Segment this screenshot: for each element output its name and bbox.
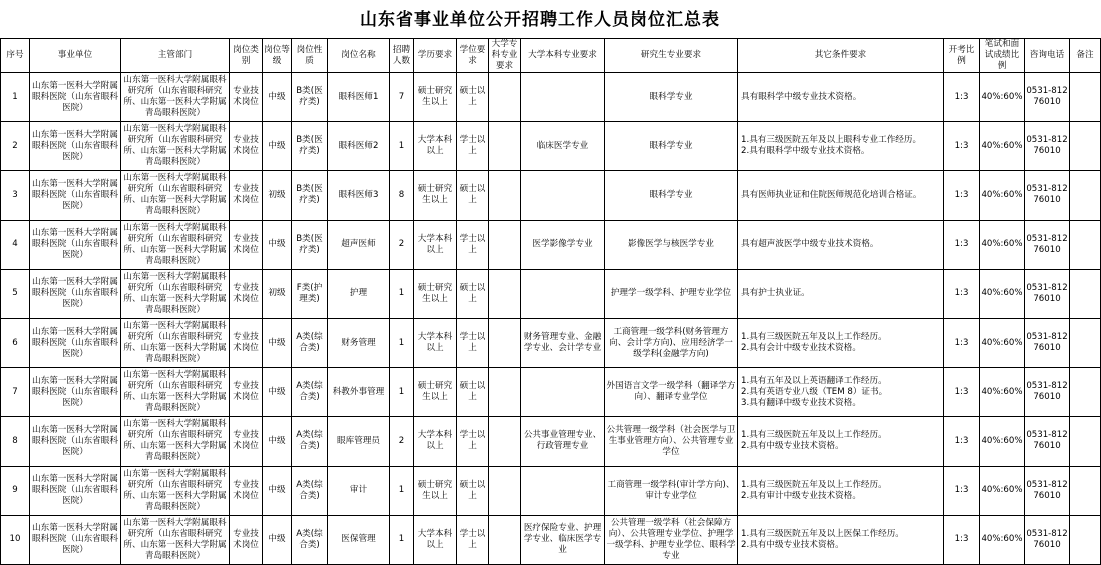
other-requirements-cell: 具有护士执业证。 — [738, 269, 944, 318]
nature-cell: A类(综合类) — [292, 466, 328, 515]
header-cell: 研究生专业要求 — [605, 39, 738, 73]
header-cell: 学位要求 — [457, 39, 489, 73]
bachelor-major-cell: 财务管理专业、金融学专业、会计学专业 — [521, 318, 605, 367]
other-requirements-cell: 1.具有五年及以上英语翻译工作经历。 2.具有英语专业八级（TEM 8）证书。 3.具有翻译中级专业技术资格。 — [738, 368, 944, 417]
header-cell: 咨询电话 — [1025, 39, 1070, 73]
exam-ratio-cell: 1:3 — [944, 269, 980, 318]
graduate-major-cell: 外国语言文学一级学科（翻译学方向）、翻译专业学位 — [605, 368, 738, 417]
level-cell: 中级 — [263, 318, 292, 367]
graduate-major-cell: 公共管理一级学科（社会医学与卫生事业管理方向）、公共管理专业学位 — [605, 417, 738, 466]
department-cell: 山东第一医科大学附属眼科研究所（山东省眼科研究所、山东第一医科大学附属青岛眼科医院） — [121, 269, 230, 318]
department-cell: 山东第一医科大学附属眼科研究所（山东省眼科研究所、山东第一医科大学附属青岛眼科医院） — [121, 122, 230, 171]
score-ratio-cell: 40%:60% — [980, 466, 1025, 515]
count-cell: 1 — [390, 269, 414, 318]
level-cell: 中级 — [263, 466, 292, 515]
remark-cell — [1070, 220, 1101, 269]
table-row — [1, 171, 1101, 220]
degree-cell: 硕士以上 — [457, 466, 489, 515]
position-cell: 眼库管理员 — [328, 417, 390, 466]
header-cell: 开考比例 — [944, 39, 980, 73]
position-cell: 科教外事管理 — [328, 368, 390, 417]
college-major-cell — [489, 368, 521, 417]
education-cell: 大学本科以上 — [414, 318, 457, 367]
phone-cell: 0531-81276010 — [1025, 515, 1070, 564]
category-cell: 专业技术岗位 — [230, 220, 263, 269]
degree-cell: 学士以上 — [457, 417, 489, 466]
count-cell: 2 — [390, 417, 414, 466]
remark-cell — [1070, 318, 1101, 367]
position-cell: 眼科医师2 — [328, 122, 390, 171]
phone-cell: 0531-81276010 — [1025, 171, 1070, 220]
remark-cell — [1070, 515, 1101, 564]
phone-cell: 0531-81276010 — [1025, 466, 1070, 515]
education-cell: 硕士研究生以上 — [414, 269, 457, 318]
seq-cell: 4 — [1, 220, 30, 269]
department-cell: 山东第一医科大学附属眼科研究所（山东省眼科研究所、山东第一医科大学附属青岛眼科医院） — [121, 318, 230, 367]
exam-ratio-cell: 1:3 — [944, 122, 980, 171]
category-cell: 专业技术岗位 — [230, 269, 263, 318]
department-cell: 山东第一医科大学附属眼科研究所（山东省眼科研究所、山东第一医科大学附属青岛眼科医院） — [121, 368, 230, 417]
seq-cell: 8 — [1, 417, 30, 466]
position-cell: 护理 — [328, 269, 390, 318]
position-cell: 医保管理 — [328, 515, 390, 564]
department-cell: 山东第一医科大学附属眼科研究所（山东省眼科研究所、山东第一医科大学附属青岛眼科医院） — [121, 73, 230, 122]
score-ratio-cell: 40%:60% — [980, 73, 1025, 122]
department-cell: 山东第一医科大学附属眼科研究所（山东省眼科研究所、山东第一医科大学附属青岛眼科医院） — [121, 417, 230, 466]
header-row — [1, 39, 1101, 73]
level-cell: 中级 — [263, 368, 292, 417]
unit-cell: 山东第一医科大学附属眼科医院（山东省眼科医院） — [30, 220, 121, 269]
page-title: 山东省事业单位公开招聘工作人员岗位汇总表 — [360, 10, 720, 30]
degree-cell: 硕士以上 — [457, 171, 489, 220]
header-cell: 序号 — [1, 39, 30, 73]
college-major-cell — [489, 417, 521, 466]
department-cell: 山东第一医科大学附属眼科研究所（山东省眼科研究所、山东第一医科大学附属青岛眼科医院） — [121, 515, 230, 564]
bachelor-major-cell: 医疗保险专业、护理学专业、临床医学专业 — [521, 515, 605, 564]
category-cell: 专业技术岗位 — [230, 73, 263, 122]
other-requirements-cell: 1.具有三级医院五年及以上医保工作经历。 2.具有中级专业技术资格。 — [738, 515, 944, 564]
header-cell: 其它条件要求 — [738, 39, 944, 73]
nature-cell: B类(医疗类) — [292, 171, 328, 220]
seq-cell: 6 — [1, 318, 30, 367]
graduate-major-cell: 眼科学专业 — [605, 73, 738, 122]
score-ratio-cell: 40%:60% — [980, 269, 1025, 318]
education-cell: 大学本科以上 — [414, 122, 457, 171]
header-cell: 事业单位 — [30, 39, 121, 73]
unit-cell: 山东第一医科大学附属眼科医院（山东省眼科医院） — [30, 466, 121, 515]
other-requirements-cell: 具有医师执业证和住院医师规范化培训合格证。 — [738, 171, 944, 220]
position-cell: 财务管理 — [328, 318, 390, 367]
header-cell: 岗位性质 — [292, 39, 328, 73]
header-cell: 岗位等级 — [263, 39, 292, 73]
phone-cell: 0531-81276010 — [1025, 318, 1070, 367]
exam-ratio-cell: 1:3 — [944, 417, 980, 466]
seq-cell: 10 — [1, 515, 30, 564]
unit-cell: 山东第一医科大学附属眼科医院（山东省眼科医院） — [30, 417, 121, 466]
exam-ratio-cell: 1:3 — [944, 171, 980, 220]
unit-cell: 山东第一医科大学附属眼科医院（山东省眼科医院） — [30, 515, 121, 564]
header-cell: 主管部门 — [121, 39, 230, 73]
college-major-cell — [489, 515, 521, 564]
seq-cell: 3 — [1, 171, 30, 220]
header-cell: 招聘人数 — [390, 39, 414, 73]
count-cell: 1 — [390, 515, 414, 564]
unit-cell: 山东第一医科大学附属眼科医院（山东省眼科医院） — [30, 269, 121, 318]
header-cell: 备注 — [1070, 39, 1101, 73]
education-cell: 硕士研究生以上 — [414, 466, 457, 515]
table-row — [1, 122, 1101, 171]
table-row — [1, 318, 1101, 367]
nature-cell: A类(综合类) — [292, 368, 328, 417]
count-cell: 1 — [390, 368, 414, 417]
phone-cell: 0531-81276010 — [1025, 220, 1070, 269]
header-cell: 笔试和面试成绩比例 — [980, 39, 1025, 73]
graduate-major-cell: 护理学一级学科、护理专业学位 — [605, 269, 738, 318]
degree-cell: 学士以上 — [457, 220, 489, 269]
remark-cell — [1070, 171, 1101, 220]
education-cell: 大学本科以上 — [414, 515, 457, 564]
exam-ratio-cell: 1:3 — [944, 220, 980, 269]
score-ratio-cell: 40%:60% — [980, 220, 1025, 269]
count-cell: 1 — [390, 318, 414, 367]
unit-cell: 山东第一医科大学附属眼科医院（山东省眼科医院） — [30, 318, 121, 367]
level-cell: 中级 — [263, 220, 292, 269]
education-cell: 硕士研究生以上 — [414, 73, 457, 122]
position-cell: 眼科医师1 — [328, 73, 390, 122]
bachelor-major-cell — [521, 466, 605, 515]
count-cell: 1 — [390, 466, 414, 515]
phone-cell: 0531-81276010 — [1025, 73, 1070, 122]
phone-cell: 0531-81276010 — [1025, 269, 1070, 318]
bachelor-major-cell: 医学影像学专业 — [521, 220, 605, 269]
education-cell: 硕士研究生以上 — [414, 368, 457, 417]
nature-cell: B类(医疗类) — [292, 122, 328, 171]
header-cell: 岗位名称 — [328, 39, 390, 73]
bachelor-major-cell: 临床医学专业 — [521, 122, 605, 171]
degree-cell: 硕士以上 — [457, 368, 489, 417]
score-ratio-cell: 40%:60% — [980, 318, 1025, 367]
level-cell: 中级 — [263, 515, 292, 564]
level-cell: 中级 — [263, 122, 292, 171]
department-cell: 山东第一医科大学附属眼科研究所（山东省眼科研究所、山东第一医科大学附属青岛眼科医院） — [121, 171, 230, 220]
other-requirements-cell: 1.具有三级医院五年及以上工作经历。 2.具有审计中级专业技术资格。 — [738, 466, 944, 515]
remark-cell — [1070, 417, 1101, 466]
position-cell: 眼科医师3 — [328, 171, 390, 220]
college-major-cell — [489, 122, 521, 171]
score-ratio-cell: 40%:60% — [980, 368, 1025, 417]
bachelor-major-cell — [521, 269, 605, 318]
table-row — [1, 368, 1101, 417]
header-cell: 学历要求 — [414, 39, 457, 73]
graduate-major-cell: 公共管理一级学科（社会保障方向）、公共管理专业学位、护理学一级学科、护理专业学位、眼科学专业 — [605, 515, 738, 564]
graduate-major-cell: 影像医学与核医学专业 — [605, 220, 738, 269]
exam-ratio-cell: 1:3 — [944, 515, 980, 564]
count-cell: 2 — [390, 220, 414, 269]
graduate-major-cell: 眼科学专业 — [605, 171, 738, 220]
table-row — [1, 515, 1101, 564]
seq-cell: 9 — [1, 466, 30, 515]
exam-ratio-cell: 1:3 — [944, 466, 980, 515]
score-ratio-cell: 40%:60% — [980, 122, 1025, 171]
degree-cell: 学士以上 — [457, 515, 489, 564]
college-major-cell — [489, 73, 521, 122]
education-cell: 大学本科以上 — [414, 417, 457, 466]
exam-ratio-cell: 1:3 — [944, 368, 980, 417]
phone-cell: 0531-81276010 — [1025, 368, 1070, 417]
category-cell: 专业技术岗位 — [230, 171, 263, 220]
education-cell: 大学本科以上 — [414, 220, 457, 269]
count-cell: 1 — [390, 122, 414, 171]
degree-cell: 硕士以上 — [457, 269, 489, 318]
table-row — [1, 269, 1101, 318]
seq-cell: 2 — [1, 122, 30, 171]
college-major-cell — [489, 318, 521, 367]
position-cell: 超声医师 — [328, 220, 390, 269]
remark-cell — [1070, 122, 1101, 171]
table-row — [1, 220, 1101, 269]
header-cell: 岗位类别 — [230, 39, 263, 73]
count-cell: 8 — [390, 171, 414, 220]
exam-ratio-cell: 1:3 — [944, 318, 980, 367]
table-row — [1, 73, 1101, 122]
other-requirements-cell: 1.具有三级医院五年及以上工作经历。 2.具有中级专业技术资格。 — [738, 417, 944, 466]
nature-cell: A类(综合类) — [292, 318, 328, 367]
remark-cell — [1070, 466, 1101, 515]
phone-cell: 0531-81276010 — [1025, 417, 1070, 466]
degree-cell: 学士以上 — [457, 318, 489, 367]
level-cell: 初级 — [263, 269, 292, 318]
graduate-major-cell: 眼科学专业 — [605, 122, 738, 171]
seq-cell: 1 — [1, 73, 30, 122]
nature-cell: F类(护理类) — [292, 269, 328, 318]
remark-cell — [1070, 73, 1101, 122]
table-body — [1, 73, 1101, 565]
position-cell: 审计 — [328, 466, 390, 515]
degree-cell: 硕士以上 — [457, 73, 489, 122]
table-row — [1, 466, 1101, 515]
unit-cell: 山东第一医科大学附属眼科医院（山东省眼科医院） — [30, 73, 121, 122]
remark-cell — [1070, 368, 1101, 417]
other-requirements-cell: 具有眼科学中级专业技术资格。 — [738, 73, 944, 122]
seq-cell: 5 — [1, 269, 30, 318]
level-cell: 中级 — [263, 417, 292, 466]
unit-cell: 山东第一医科大学附属眼科医院（山东省眼科医院） — [30, 171, 121, 220]
college-major-cell — [489, 171, 521, 220]
department-cell: 山东第一医科大学附属眼科研究所（山东省眼科研究所、山东第一医科大学附属青岛眼科医院） — [121, 220, 230, 269]
exam-ratio-cell: 1:3 — [944, 73, 980, 122]
bachelor-major-cell — [521, 368, 605, 417]
category-cell: 专业技术岗位 — [230, 318, 263, 367]
degree-cell: 学士以上 — [457, 122, 489, 171]
score-ratio-cell: 40%:60% — [980, 515, 1025, 564]
nature-cell: A类(综合类) — [292, 417, 328, 466]
graduate-major-cell: 工商管理一级学科(审计学方向)、审计专业学位 — [605, 466, 738, 515]
nature-cell: A类(综合类) — [292, 515, 328, 564]
graduate-major-cell: 工商管理一级学科(财务管理方向、会计学方向)、应用经济学一级学科(金融学方向) — [605, 318, 738, 367]
phone-cell: 0531-81276010 — [1025, 122, 1070, 171]
nature-cell: B类(医疗类) — [292, 73, 328, 122]
category-cell: 专业技术岗位 — [230, 368, 263, 417]
category-cell: 专业技术岗位 — [230, 515, 263, 564]
college-major-cell — [489, 220, 521, 269]
department-cell: 山东第一医科大学附属眼科研究所（山东省眼科研究所、山东第一医科大学附属青岛眼科医院） — [121, 466, 230, 515]
score-ratio-cell: 40%:60% — [980, 171, 1025, 220]
other-requirements-cell: 1.具有三级医院五年及以上工作经历。 2.具有会计中级专业技术资格。 — [738, 318, 944, 367]
bachelor-major-cell — [521, 73, 605, 122]
level-cell: 初级 — [263, 171, 292, 220]
positions-table — [0, 38, 1101, 565]
remark-cell — [1070, 269, 1101, 318]
unit-cell: 山东第一医科大学附属眼科医院（山东省眼科医院） — [30, 122, 121, 171]
education-cell: 硕士研究生以上 — [414, 171, 457, 220]
category-cell: 专业技术岗位 — [230, 122, 263, 171]
header-cell: 大学专科专业要求 — [489, 39, 521, 73]
nature-cell: B类(医疗类) — [292, 220, 328, 269]
count-cell: 7 — [390, 73, 414, 122]
other-requirements-cell: 具有超声波医学中级专业技术资格。 — [738, 220, 944, 269]
category-cell: 专业技术岗位 — [230, 417, 263, 466]
college-major-cell — [489, 466, 521, 515]
unit-cell: 山东第一医科大学附属眼科医院（山东省眼科医院） — [30, 368, 121, 417]
score-ratio-cell: 40%:60% — [980, 417, 1025, 466]
level-cell: 中级 — [263, 73, 292, 122]
bachelor-major-cell: 公共事业管理专业、行政管理专业 — [521, 417, 605, 466]
other-requirements-cell: 1.具有三级医院五年及以上眼科专业工作经历。 2.具有眼科学中级专业技术资格。 — [738, 122, 944, 171]
college-major-cell — [489, 269, 521, 318]
category-cell: 专业技术岗位 — [230, 466, 263, 515]
seq-cell: 7 — [1, 368, 30, 417]
table-row — [1, 417, 1101, 466]
bachelor-major-cell — [521, 171, 605, 220]
header-cell: 大学本科专业要求 — [521, 39, 605, 73]
